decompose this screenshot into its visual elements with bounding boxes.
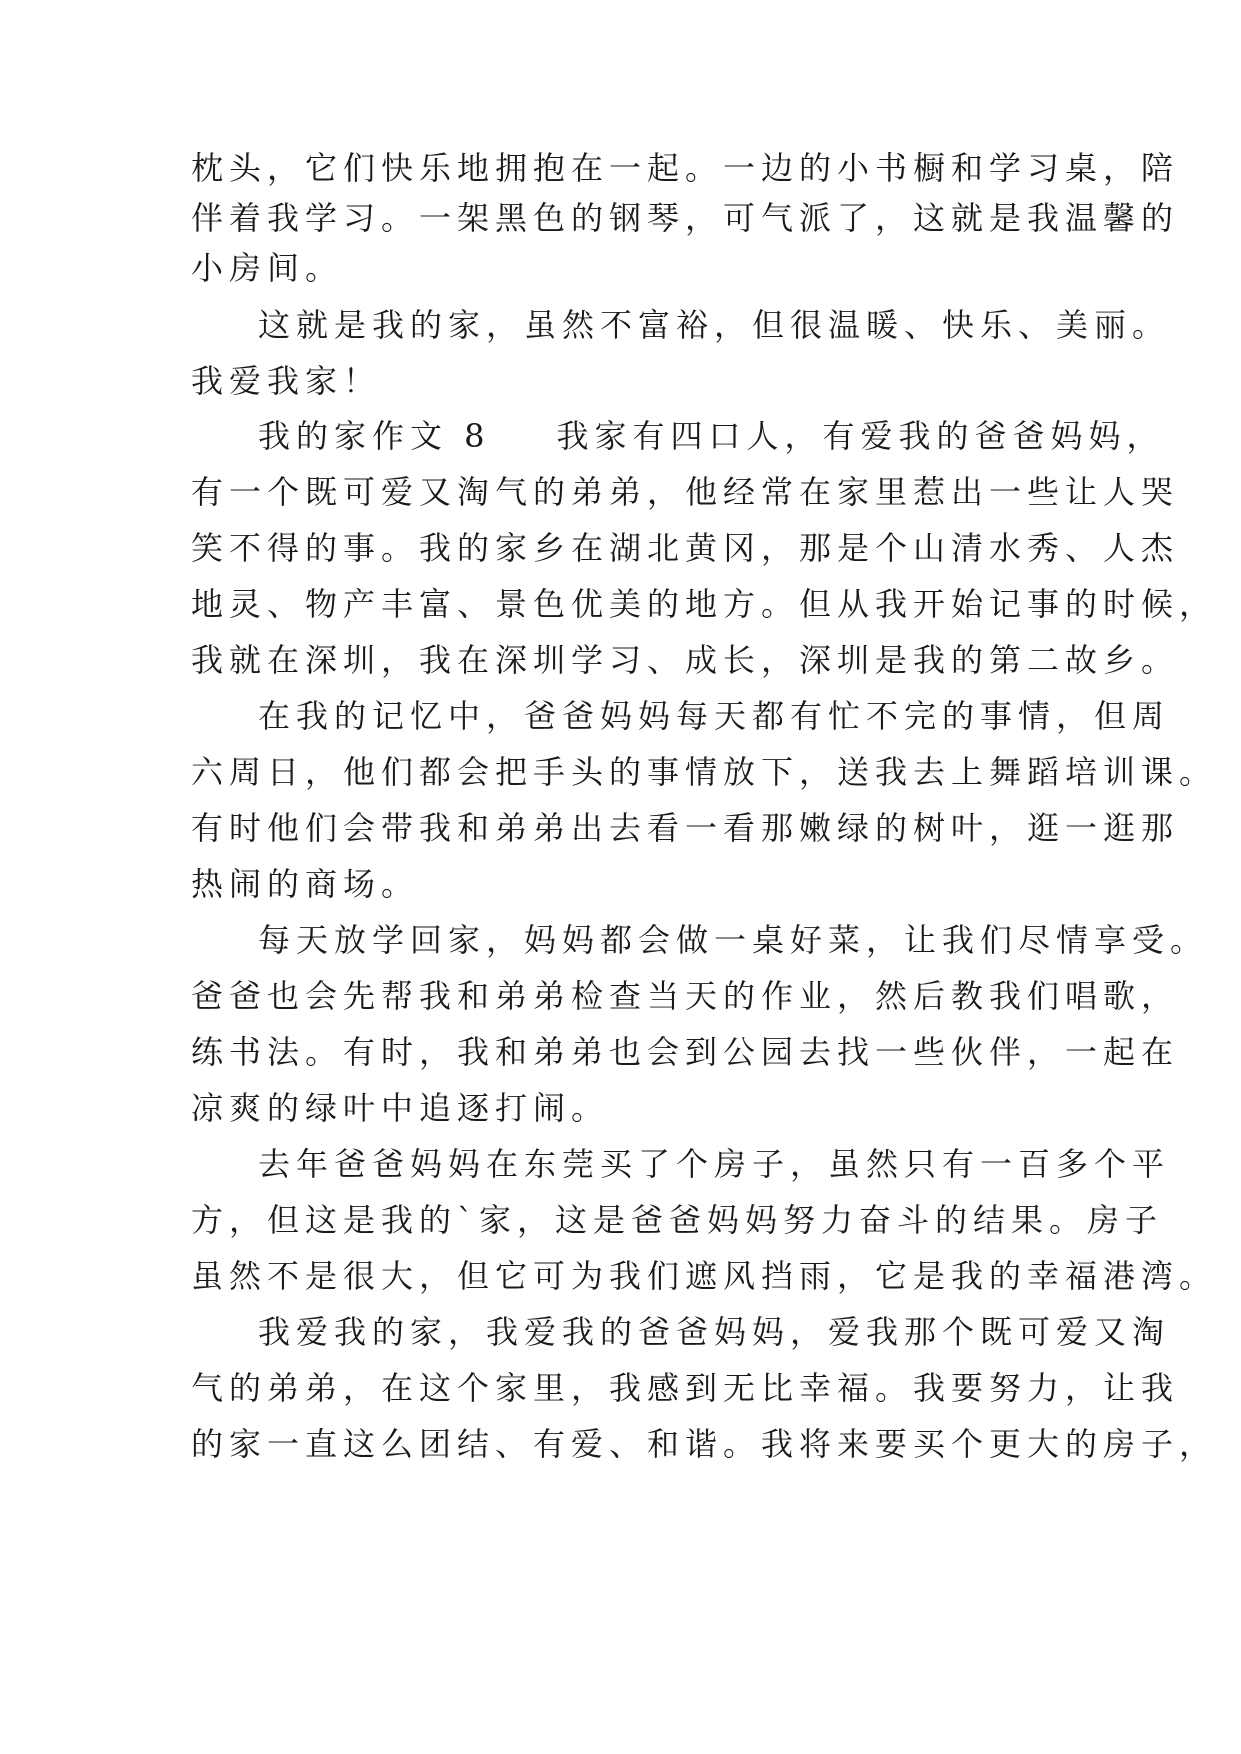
text-line: 在我的记忆中，爸爸妈妈每天都有忙不完的事情，但周 xyxy=(258,697,1171,735)
text-line: 小房间。 xyxy=(191,249,344,287)
text-line: 爸爸也会先帮我和弟弟检查当天的作业，然后教我们唱歌， xyxy=(191,977,1180,1015)
text-line: 伴着我学习。一架黑色的钢琴，可气派了，这就是我温馨的 xyxy=(191,199,1180,237)
text-line: 凉爽的绿叶中追逐打闹。 xyxy=(191,1089,610,1127)
text-line: 笑不得的事。我的家乡在湖北黄冈，那是个山清水秀、人杰 xyxy=(191,529,1180,567)
essay-heading: 我的家作文 8 xyxy=(258,417,491,455)
text-line: 地灵、物产丰富、景色优美的地方。但从我开始记事的时候， xyxy=(191,585,1218,623)
text-line: 每天放学回家，妈妈都会做一桌好菜，让我们尽情享受。 xyxy=(258,921,1209,959)
text-line: 虽然不是很大，但它可为我们遮风挡雨，它是我的幸福港湾。 xyxy=(191,1257,1218,1295)
text-line: 的家一直这么团结、有爱、和谐。我将来要买个更大的房子， xyxy=(191,1425,1218,1463)
text-line: 去年爸爸妈妈在东莞买了个房子，虽然只有一百多个平 xyxy=(258,1145,1171,1183)
text-line: 练书法。有时，我和弟弟也会到公园去找一些伙伴，一起在 xyxy=(191,1033,1180,1071)
text-line: 方，但这是我的`家，这是爸爸妈妈努力奋斗的结果。房子 xyxy=(191,1201,1164,1239)
text-line: 有一个既可爱又淘气的弟弟，他经常在家里惹出一些让人哭 xyxy=(191,473,1180,511)
text-line: 热闹的商场。 xyxy=(191,865,420,903)
text-line: 我爱我家！ xyxy=(191,362,382,400)
text-line: 我爱我的家，我爱我的爸爸妈妈，爱我那个既可爱又淘 xyxy=(258,1313,1171,1351)
essay-heading-line xyxy=(258,406,1165,466)
text-line: 这就是我的家，虽然不富裕，但很温暖、快乐、美丽。 xyxy=(258,306,1171,344)
text-line: 六周日，他们都会把手头的事情放下，送我去上舞蹈培训课。 xyxy=(191,753,1218,791)
text-line: 枕头，它们快乐地拥抱在一起。一边的小书橱和学习桌，陪 xyxy=(191,149,1180,187)
text-line: 气的弟弟，在这个家里，我感到无比幸福。我要努力，让我 xyxy=(191,1369,1180,1407)
text-line: 有时他们会带我和弟弟出去看一看那嫩绿的树叶，逛一逛那 xyxy=(191,809,1180,847)
text-line: 我就在深圳，我在深圳学习、成长，深圳是我的第二故乡。 xyxy=(191,641,1180,679)
text-line: 我家有四口人，有爱我的爸爸妈妈， xyxy=(556,417,1165,455)
